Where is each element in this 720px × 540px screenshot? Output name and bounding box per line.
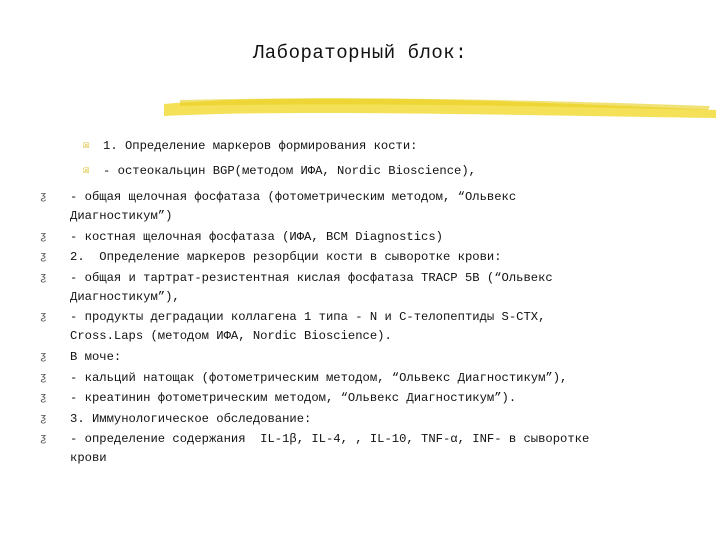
bullet-icon: ƺ — [40, 191, 47, 203]
bullet-icon: ƺ — [40, 433, 47, 446]
list-item-line: 2. Определение маркеров резорбции кости в сыворотке крови: — [70, 250, 502, 265]
highlighter-stroke — [160, 80, 720, 130]
list-item-line: Диагностикум”), — [70, 289, 180, 304]
list-item-line: Диагностикум”) — [70, 209, 173, 223]
list-item-line: - костная щелочная фосфатаза (ИФА, BCM Diagnostics) — [70, 229, 443, 244]
page-title: Лабораторный блок: — [252, 42, 468, 64]
bullet-icon: ƺ — [40, 230, 47, 243]
list-item-line: - общая и тартрат-резистентная кислая фосфатаза TRACP 5B (“Ольвекс — [70, 270, 553, 285]
list-item-line: - продукты деградации коллагена 1 типа - N и C-телопептиды S-CTX, — [70, 310, 546, 325]
list-item-line: 3. Иммунологическое обследование: — [70, 411, 312, 426]
sub-item: 1. Определение маркеров формирования кости: — [103, 139, 418, 153]
checkbox-bullet-icon: ☒ — [83, 165, 90, 177]
list-item-line: крови — [70, 451, 107, 466]
bullet-icon: ƺ — [40, 392, 47, 405]
bullet-icon: ƺ — [40, 271, 47, 284]
list-item-line: Cross.Laps (методом ИФА, Nordic Bioscience). — [70, 329, 392, 344]
bullet-icon: ƺ — [40, 371, 47, 384]
bullet-icon: ƺ — [40, 311, 47, 324]
bullet-icon: ƺ — [40, 412, 47, 425]
list-item-line: - определение содержания IL-1β, IL-4, , IL-10, TNF-α, INF- в сыворотке — [70, 432, 590, 447]
list-item-line: В моче: — [70, 350, 122, 364]
list-item-line: - креатинин фотометрическим методом, “Ольвекс Диагностикум”). — [70, 391, 517, 406]
list-item-line: - кальций натощак (фотометрическим методом, “Ольвекс Диагностикум”), — [70, 370, 568, 385]
checkbox-bullet-icon: ☒ — [83, 140, 90, 152]
bullet-icon: ƺ — [40, 251, 47, 264]
bullet-icon: ƺ — [40, 351, 47, 363]
list-item-line: - общая щелочная фосфатаза (фотометрическим методом, “Ольвекс — [70, 190, 517, 204]
sub-item: - остеокальцин BGP(методом ИФА, Nordic Bioscience), — [103, 164, 476, 178]
